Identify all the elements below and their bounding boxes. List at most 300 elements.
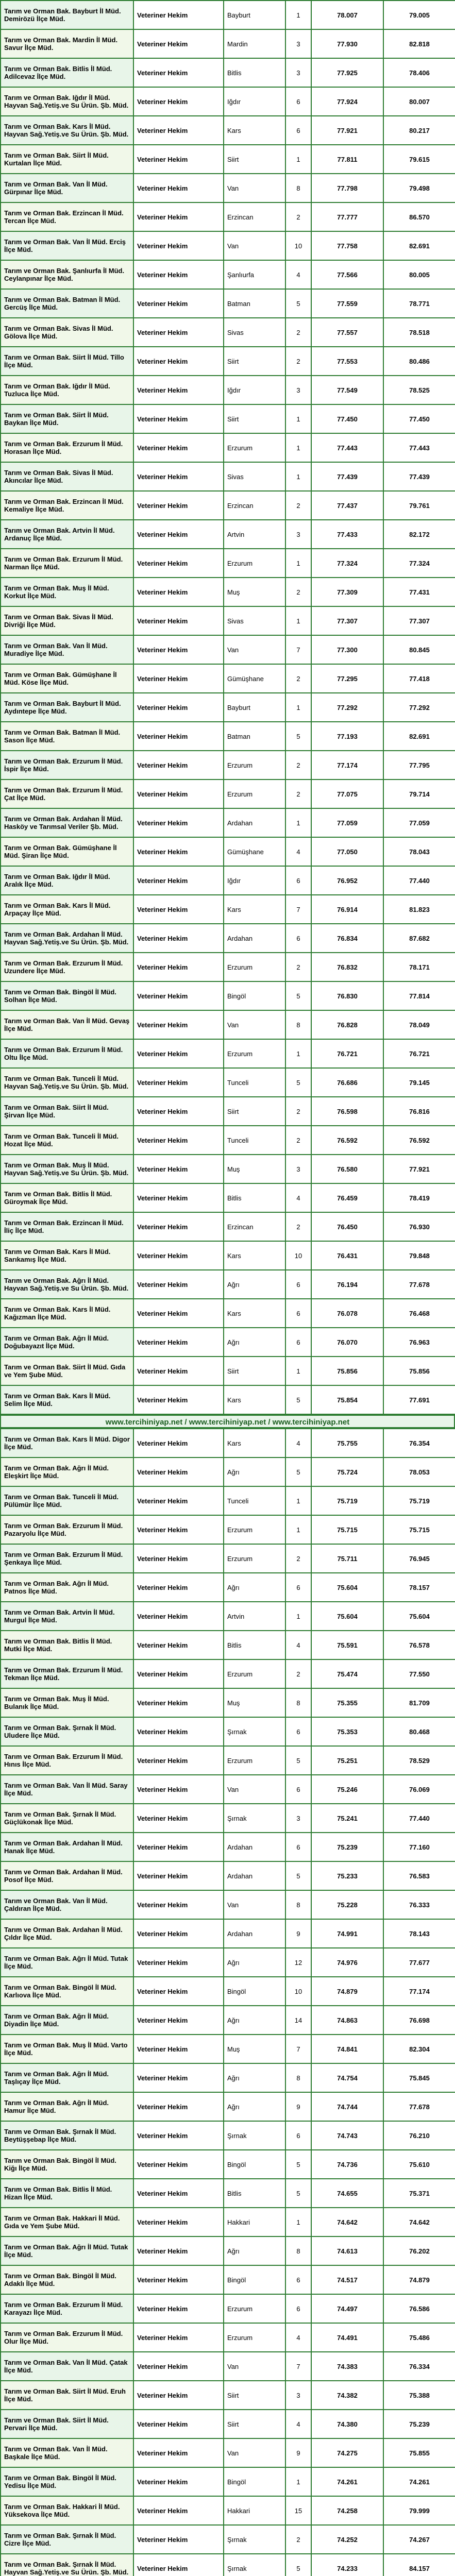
table-row — [1, 1544, 455, 1573]
job-title-cell: Veteriner Hekim — [133, 1688, 224, 1717]
unit-name-cell: Tarım ve Orman Bak. Erzurum İl Müd. Uzundere İlçe Müd. — [1, 953, 133, 981]
job-title-cell: Veteriner Hekim — [133, 202, 224, 231]
min-score-cell: 77.559 — [311, 289, 383, 318]
job-title-cell: Veteriner Hekim — [133, 2323, 224, 2352]
quota-cell: 5 — [285, 722, 311, 751]
max-score-cell: 79.615 — [383, 145, 455, 174]
min-score-cell: 74.252 — [311, 2525, 383, 2554]
max-score-cell: 76.202 — [383, 2236, 455, 2265]
min-score-cell: 74.491 — [311, 2323, 383, 2352]
min-score-cell: 74.744 — [311, 2092, 383, 2121]
max-score-cell: 79.498 — [383, 174, 455, 202]
quota-cell: 6 — [285, 87, 311, 116]
quota-cell: 6 — [285, 1573, 311, 1602]
quota-cell: 2 — [285, 2525, 311, 2554]
table-row — [1, 2121, 455, 2150]
job-title-cell: Veteriner Hekim — [133, 1155, 224, 1183]
max-score-cell: 76.816 — [383, 1097, 455, 1126]
min-score-cell: 75.719 — [311, 1486, 383, 1515]
min-score-cell: 77.292 — [311, 693, 383, 722]
job-title-cell: Veteriner Hekim — [133, 520, 224, 549]
min-score-cell: 74.736 — [311, 2150, 383, 2179]
unit-name-cell: Tarım ve Orman Bak. Sivas İl Müd. Gölova İlçe Müd. — [1, 318, 133, 347]
unit-name-cell: Tarım ve Orman Bak. Hakkari İl Müd. Yüksekova İlçe Müd. — [1, 2496, 133, 2525]
job-title-cell: Veteriner Hekim — [133, 1948, 224, 1977]
quota-cell: 3 — [285, 520, 311, 549]
city-cell: Ağrı — [224, 2236, 285, 2265]
min-score-cell: 75.724 — [311, 1458, 383, 1486]
table-row — [1, 664, 455, 693]
max-score-cell: 76.210 — [383, 2121, 455, 2150]
quota-cell: 1 — [285, 1, 311, 29]
max-score-cell: 76.698 — [383, 2006, 455, 2035]
job-title-cell: Veteriner Hekim — [133, 606, 224, 635]
max-score-cell: 78.053 — [383, 1458, 455, 1486]
table-row — [1, 1804, 455, 1833]
table-row — [1, 2554, 455, 2576]
unit-name-cell: Tarım ve Orman Bak. Bitlis İl Müd. Mutki İlçe Müd. — [1, 1631, 133, 1659]
city-cell: Erzincan — [224, 202, 285, 231]
quota-cell: 8 — [285, 2236, 311, 2265]
table-row — [1, 606, 455, 635]
unit-name-cell: Tarım ve Orman Bak. Muş İl Müd. Hayvan Sağ.Yetiş.ve Su Ürün. Şb. Müd. — [1, 1155, 133, 1183]
table-row — [1, 2323, 455, 2352]
min-score-cell: 75.604 — [311, 1602, 383, 1631]
max-score-cell: 77.292 — [383, 693, 455, 722]
quota-cell: 2 — [285, 779, 311, 808]
quota-cell: 5 — [285, 289, 311, 318]
max-score-cell: 76.586 — [383, 2294, 455, 2323]
city-cell: Ağrı — [224, 2006, 285, 2035]
max-score-cell: 76.592 — [383, 1126, 455, 1155]
unit-name-cell: Tarım ve Orman Bak. Kars İl Müd. Arpaçay İlçe Müd. — [1, 895, 133, 924]
unit-name-cell: Tarım ve Orman Bak. Erzurum İl Müd. Narman İlçe Müd. — [1, 549, 133, 578]
min-score-cell: 76.832 — [311, 953, 383, 981]
website-banner[interactable]: www.tercihiniyap.net / www.tercihiniyap.net / www.tercihiniyap.net — [0, 1415, 455, 1428]
job-title-cell: Veteriner Hekim — [133, 58, 224, 87]
quota-cell: 3 — [285, 1804, 311, 1833]
max-score-cell: 74.879 — [383, 2265, 455, 2294]
max-score-cell: 75.845 — [383, 2063, 455, 2092]
quota-cell: 1 — [285, 1486, 311, 1515]
max-score-cell: 84.157 — [383, 2554, 455, 2576]
min-score-cell: 76.592 — [311, 1126, 383, 1155]
quota-cell: 7 — [285, 895, 311, 924]
quota-cell: 8 — [285, 2063, 311, 2092]
quota-cell: 3 — [285, 1155, 311, 1183]
city-cell: Bingöl — [224, 981, 285, 1010]
job-title-cell: Veteriner Hekim — [133, 462, 224, 491]
unit-name-cell: Tarım ve Orman Bak. Bitlis İl Müd. Güroymak İlçe Müd. — [1, 1183, 133, 1212]
quota-cell: 8 — [285, 1688, 311, 1717]
max-score-cell: 82.691 — [383, 231, 455, 260]
unit-name-cell: Tarım ve Orman Bak. Erzurum İl Müd. Şenkaya İlçe Müd. — [1, 1544, 133, 1573]
table-row — [1, 318, 455, 347]
table-row — [1, 87, 455, 116]
unit-name-cell: Tarım ve Orman Bak. Erzincan İl Müd. Tercan İlçe Müd. — [1, 202, 133, 231]
quota-cell: 6 — [285, 1833, 311, 1861]
min-score-cell: 75.239 — [311, 1833, 383, 1861]
quota-cell: 1 — [285, 2467, 311, 2496]
quota-cell: 6 — [285, 1775, 311, 1804]
unit-name-cell: Tarım ve Orman Bak. Van İl Müd. Gürpınar İlçe Müd. — [1, 174, 133, 202]
job-title-cell: Veteriner Hekim — [133, 1299, 224, 1328]
city-cell: Ağrı — [224, 1573, 285, 1602]
city-cell: Bitlis — [224, 1631, 285, 1659]
min-score-cell: 77.798 — [311, 174, 383, 202]
city-cell: Kars — [224, 1299, 285, 1328]
max-score-cell: 79.999 — [383, 2496, 455, 2525]
max-score-cell: 80.005 — [383, 260, 455, 289]
table-row — [1, 1746, 455, 1775]
job-title-cell: Veteriner Hekim — [133, 2294, 224, 2323]
quota-cell: 6 — [285, 866, 311, 895]
max-score-cell: 77.450 — [383, 404, 455, 433]
max-score-cell: 78.049 — [383, 1010, 455, 1039]
city-cell: Van — [224, 2352, 285, 2381]
city-cell: Siirt — [224, 347, 285, 376]
max-score-cell: 77.677 — [383, 1948, 455, 1977]
unit-name-cell: Tarım ve Orman Bak. Erzurum İl Müd. Horasan İlçe Müd. — [1, 433, 133, 462]
min-score-cell: 75.604 — [311, 1573, 383, 1602]
job-title-cell: Veteriner Hekim — [133, 866, 224, 895]
unit-name-cell: Tarım ve Orman Bak. Erzurum İl Müd. İspir İlçe Müd. — [1, 751, 133, 779]
quota-cell: 6 — [285, 1717, 311, 1746]
max-score-cell: 76.963 — [383, 1328, 455, 1357]
max-score-cell: 77.443 — [383, 433, 455, 462]
table-row — [1, 116, 455, 145]
quota-cell: 10 — [285, 231, 311, 260]
max-score-cell: 78.419 — [383, 1183, 455, 1212]
city-cell: Erzincan — [224, 1212, 285, 1241]
max-score-cell: 78.171 — [383, 953, 455, 981]
min-score-cell: 77.300 — [311, 635, 383, 664]
job-title-cell: Veteriner Hekim — [133, 2179, 224, 2208]
min-score-cell: 76.686 — [311, 1068, 383, 1097]
city-cell: Erzincan — [224, 491, 285, 520]
unit-name-cell: Tarım ve Orman Bak. Erzurum İl Müd. Pazaryolu İlçe Müd. — [1, 1515, 133, 1544]
unit-name-cell: Tarım ve Orman Bak. Van İl Müd. Muradiye İlçe Müd. — [1, 635, 133, 664]
unit-name-cell: Tarım ve Orman Bak. Bayburt İl Müd. Demirözü İlçe Müd. — [1, 1, 133, 29]
city-cell: Şırnak — [224, 2554, 285, 2576]
min-score-cell: 74.233 — [311, 2554, 383, 2576]
job-title-cell: Veteriner Hekim — [133, 2496, 224, 2525]
job-title-cell: Veteriner Hekim — [133, 1126, 224, 1155]
table-row — [1, 2352, 455, 2381]
job-title-cell: Veteriner Hekim — [133, 2208, 224, 2236]
job-title-cell: Veteriner Hekim — [133, 260, 224, 289]
table-row — [1, 1861, 455, 1890]
unit-name-cell: Tarım ve Orman Bak. Bingöl İl Müd. Solhan İlçe Müd. — [1, 981, 133, 1010]
job-title-cell: Veteriner Hekim — [133, 231, 224, 260]
max-score-cell: 76.468 — [383, 1299, 455, 1328]
quota-cell: 1 — [285, 693, 311, 722]
min-score-cell: 74.655 — [311, 2179, 383, 2208]
unit-name-cell: Tarım ve Orman Bak. Şırnak İl Müd. Hayvan Sağ.Yetiş.ve Su Ürün. Şb. Müd. — [1, 2554, 133, 2576]
city-cell: Ağrı — [224, 1270, 285, 1299]
max-score-cell: 75.239 — [383, 2410, 455, 2438]
quota-cell: 2 — [285, 751, 311, 779]
job-title-cell: Veteriner Hekim — [133, 2236, 224, 2265]
table-row — [1, 1212, 455, 1241]
quota-cell: 6 — [285, 1270, 311, 1299]
max-score-cell: 77.440 — [383, 866, 455, 895]
quota-cell: 9 — [285, 2438, 311, 2467]
job-title-cell: Veteriner Hekim — [133, 1515, 224, 1544]
city-cell: Bitlis — [224, 2179, 285, 2208]
table-row — [1, 635, 455, 664]
min-score-cell: 74.275 — [311, 2438, 383, 2467]
table-row — [1, 808, 455, 837]
unit-name-cell: Tarım ve Orman Bak. Batman İl Müd. Sason İlçe Müd. — [1, 722, 133, 751]
table-row — [1, 2496, 455, 2525]
min-score-cell: 74.517 — [311, 2265, 383, 2294]
city-cell: Tunceli — [224, 1486, 285, 1515]
city-cell: Ağrı — [224, 2063, 285, 2092]
quota-cell: 6 — [285, 2294, 311, 2323]
max-score-cell: 74.642 — [383, 2208, 455, 2236]
min-score-cell: 75.251 — [311, 1746, 383, 1775]
job-title-cell: Veteriner Hekim — [133, 1010, 224, 1039]
quota-cell: 9 — [285, 2092, 311, 2121]
job-title-cell: Veteriner Hekim — [133, 751, 224, 779]
table-row — [1, 58, 455, 87]
table-row — [1, 1357, 455, 1385]
max-score-cell: 74.261 — [383, 2467, 455, 2496]
max-score-cell: 77.795 — [383, 751, 455, 779]
quota-cell: 2 — [285, 578, 311, 606]
job-title-cell: Veteriner Hekim — [133, 1212, 224, 1241]
city-cell: Tunceli — [224, 1126, 285, 1155]
table-row — [1, 953, 455, 981]
table-row — [1, 1183, 455, 1212]
table-row — [1, 924, 455, 953]
max-score-cell: 75.388 — [383, 2381, 455, 2410]
city-cell: Ardahan — [224, 1919, 285, 1948]
unit-name-cell: Tarım ve Orman Bak. Muş İl Müd. Varto İlçe Müd. — [1, 2035, 133, 2063]
job-title-cell: Veteriner Hekim — [133, 1068, 224, 1097]
job-title-cell: Veteriner Hekim — [133, 1241, 224, 1270]
quota-cell: 1 — [285, 1515, 311, 1544]
table-row — [1, 404, 455, 433]
min-score-cell: 77.930 — [311, 29, 383, 58]
city-cell: Kars — [224, 1385, 285, 1414]
max-score-cell: 77.440 — [383, 1804, 455, 1833]
job-title-cell: Veteriner Hekim — [133, 924, 224, 953]
table-row — [1, 491, 455, 520]
min-score-cell: 77.433 — [311, 520, 383, 549]
min-score-cell: 76.459 — [311, 1183, 383, 1212]
job-title-cell: Veteriner Hekim — [133, 347, 224, 376]
quota-cell: 6 — [285, 1299, 311, 1328]
quota-cell: 3 — [285, 2381, 311, 2410]
min-score-cell: 77.309 — [311, 578, 383, 606]
city-cell: Ağrı — [224, 1458, 285, 1486]
max-score-cell: 75.371 — [383, 2179, 455, 2208]
unit-name-cell: Tarım ve Orman Bak. Siirt İl Müd. Pervari İlçe Müd. — [1, 2410, 133, 2438]
quota-cell: 10 — [285, 1241, 311, 1270]
job-title-cell: Veteriner Hekim — [133, 837, 224, 866]
city-cell: Şanlıurfa — [224, 260, 285, 289]
city-cell: Van — [224, 635, 285, 664]
table-row — [1, 1, 455, 29]
job-title-cell: Veteriner Hekim — [133, 1097, 224, 1126]
max-score-cell: 77.550 — [383, 1659, 455, 1688]
unit-name-cell: Tarım ve Orman Bak. Bayburt İl Müd. Aydıntepe İlçe Müd. — [1, 693, 133, 722]
min-score-cell: 75.353 — [311, 1717, 383, 1746]
job-title-cell: Veteriner Hekim — [133, 2150, 224, 2179]
max-score-cell: 79.848 — [383, 1241, 455, 1270]
job-title-cell: Veteriner Hekim — [133, 1573, 224, 1602]
quota-cell: 1 — [285, 1039, 311, 1068]
city-cell: Muş — [224, 578, 285, 606]
job-title-cell: Veteriner Hekim — [133, 1183, 224, 1212]
min-score-cell: 75.233 — [311, 1861, 383, 1890]
unit-name-cell: Tarım ve Orman Bak. Batman İl Müd. Gercüş İlçe Müd. — [1, 289, 133, 318]
min-score-cell: 77.924 — [311, 87, 383, 116]
table-row — [1, 1126, 455, 1155]
table-row — [1, 779, 455, 808]
city-cell: Kars — [224, 1429, 285, 1458]
city-cell: Hakkari — [224, 2496, 285, 2525]
table-row — [1, 2208, 455, 2236]
city-cell: Ağrı — [224, 1328, 285, 1357]
max-score-cell: 81.823 — [383, 895, 455, 924]
table-row — [1, 1486, 455, 1515]
unit-name-cell: Tarım ve Orman Bak. Gümüşhane İl Müd. Köse İlçe Müd. — [1, 664, 133, 693]
quota-cell: 6 — [285, 924, 311, 953]
unit-name-cell: Tarım ve Orman Bak. Şanlıurfa İl Müd. Ceylanpınar İlçe Müd. — [1, 260, 133, 289]
min-score-cell: 77.553 — [311, 347, 383, 376]
job-title-cell: Veteriner Hekim — [133, 289, 224, 318]
city-cell: Erzurum — [224, 2323, 285, 2352]
job-title-cell: Veteriner Hekim — [133, 981, 224, 1010]
min-score-cell: 76.598 — [311, 1097, 383, 1126]
job-title-cell: Veteriner Hekim — [133, 2381, 224, 2410]
unit-name-cell: Tarım ve Orman Bak. Tunceli İl Müd. Hozat İlçe Müd. — [1, 1126, 133, 1155]
job-title-cell: Veteriner Hekim — [133, 1775, 224, 1804]
max-score-cell: 77.691 — [383, 1385, 455, 1414]
max-score-cell: 77.431 — [383, 578, 455, 606]
max-score-cell: 77.678 — [383, 2092, 455, 2121]
city-cell: Siirt — [224, 2410, 285, 2438]
unit-name-cell: Tarım ve Orman Bak. Siirt İl Müd. Kurtalan İlçe Müd. — [1, 145, 133, 174]
job-title-cell: Veteriner Hekim — [133, 1544, 224, 1573]
unit-name-cell: Tarım ve Orman Bak. Ağrı İl Müd. Tutak İlçe Müd. — [1, 1948, 133, 1977]
job-title-cell: Veteriner Hekim — [133, 664, 224, 693]
unit-name-cell: Tarım ve Orman Bak. Erzurum İl Müd. Karayazı İlçe Müd. — [1, 2294, 133, 2323]
job-title-cell: Veteriner Hekim — [133, 2092, 224, 2121]
quota-cell: 5 — [285, 1068, 311, 1097]
max-score-cell: 82.172 — [383, 520, 455, 549]
min-score-cell: 77.777 — [311, 202, 383, 231]
unit-name-cell: Tarım ve Orman Bak. Mardin İl Müd. Savur İlçe Müd. — [1, 29, 133, 58]
min-score-cell: 77.921 — [311, 116, 383, 145]
min-score-cell: 76.431 — [311, 1241, 383, 1270]
table-row — [1, 1241, 455, 1270]
min-score-cell: 75.711 — [311, 1544, 383, 1573]
city-cell: Siirt — [224, 404, 285, 433]
job-title-cell: Veteriner Hekim — [133, 1659, 224, 1688]
unit-name-cell: Tarım ve Orman Bak. Ağrı İl Müd. Eleşkirt İlçe Müd. — [1, 1458, 133, 1486]
quota-cell: 4 — [285, 1429, 311, 1458]
unit-name-cell: Tarım ve Orman Bak. Şırnak İl Müd. Uludere İlçe Müd. — [1, 1717, 133, 1746]
unit-name-cell: Tarım ve Orman Bak. Tunceli İl Müd. Hayvan Sağ.Yetiş.ve Su Ürün. Şb. Müd. — [1, 1068, 133, 1097]
job-title-cell: Veteriner Hekim — [133, 1919, 224, 1948]
max-score-cell: 81.709 — [383, 1688, 455, 1717]
min-score-cell: 74.497 — [311, 2294, 383, 2323]
unit-name-cell: Tarım ve Orman Bak. Bingöl İl Müd. Karlıova İlçe Müd. — [1, 1977, 133, 2006]
job-title-cell: Veteriner Hekim — [133, 404, 224, 433]
min-score-cell: 77.925 — [311, 58, 383, 87]
max-score-cell: 77.814 — [383, 981, 455, 1010]
city-cell: Van — [224, 231, 285, 260]
table-row — [1, 1833, 455, 1861]
city-cell: Van — [224, 2438, 285, 2467]
min-score-cell: 77.557 — [311, 318, 383, 347]
quota-cell: 6 — [285, 2265, 311, 2294]
quota-cell: 3 — [285, 58, 311, 87]
max-score-cell: 79.714 — [383, 779, 455, 808]
quota-cell: 2 — [285, 953, 311, 981]
min-score-cell: 76.952 — [311, 866, 383, 895]
max-score-cell: 80.486 — [383, 347, 455, 376]
min-score-cell: 74.380 — [311, 2410, 383, 2438]
table-row — [1, 2035, 455, 2063]
unit-name-cell: Tarım ve Orman Bak. Muş İl Müd. Bulanık İlçe Müd. — [1, 1688, 133, 1717]
unit-name-cell: Tarım ve Orman Bak. Ağrı İl Müd. Taşlıçay İlçe Müd. — [1, 2063, 133, 2092]
unit-name-cell: Tarım ve Orman Bak. Erzincan İl Müd. Kemaliye İlçe Müd. — [1, 491, 133, 520]
min-score-cell: 74.258 — [311, 2496, 383, 2525]
quota-cell: 5 — [285, 1746, 311, 1775]
job-title-cell: Veteriner Hekim — [133, 1804, 224, 1833]
quota-cell: 4 — [285, 2410, 311, 2438]
unit-name-cell: Tarım ve Orman Bak. Ağrı İl Müd. Diyadin İlçe Müd. — [1, 2006, 133, 2035]
quota-cell: 8 — [285, 1010, 311, 1039]
min-score-cell: 77.811 — [311, 145, 383, 174]
quota-cell: 2 — [285, 1544, 311, 1573]
max-score-cell: 80.468 — [383, 1717, 455, 1746]
table-row — [1, 2006, 455, 2035]
table-row — [1, 1602, 455, 1631]
city-cell: Iğdır — [224, 87, 285, 116]
quota-cell: 5 — [285, 1861, 311, 1890]
job-title-cell: Veteriner Hekim — [133, 145, 224, 174]
job-title-cell: Veteriner Hekim — [133, 722, 224, 751]
min-score-cell: 75.856 — [311, 1357, 383, 1385]
min-score-cell: 77.450 — [311, 404, 383, 433]
city-cell: Erzurum — [224, 953, 285, 981]
min-score-cell: 75.228 — [311, 1890, 383, 1919]
quota-cell: 8 — [285, 174, 311, 202]
table-row — [1, 1010, 455, 1039]
job-title-cell: Veteriner Hekim — [133, 1429, 224, 1458]
quota-cell: 6 — [285, 2121, 311, 2150]
city-cell: Ardahan — [224, 1833, 285, 1861]
city-cell: Gümüşhane — [224, 837, 285, 866]
city-cell: Bingöl — [224, 2150, 285, 2179]
job-title-cell: Veteriner Hekim — [133, 1602, 224, 1631]
quota-cell: 2 — [285, 491, 311, 520]
city-cell: Erzurum — [224, 549, 285, 578]
max-score-cell: 76.069 — [383, 1775, 455, 1804]
max-score-cell: 75.715 — [383, 1515, 455, 1544]
unit-name-cell: Tarım ve Orman Bak. Iğdır İl Müd. Hayvan Sağ.Yetiş.ve Su Ürün. Şb. Müd. — [1, 87, 133, 116]
city-cell: Erzurum — [224, 2294, 285, 2323]
min-score-cell: 76.914 — [311, 895, 383, 924]
min-score-cell: 76.828 — [311, 1010, 383, 1039]
quota-cell: 4 — [285, 1183, 311, 1212]
